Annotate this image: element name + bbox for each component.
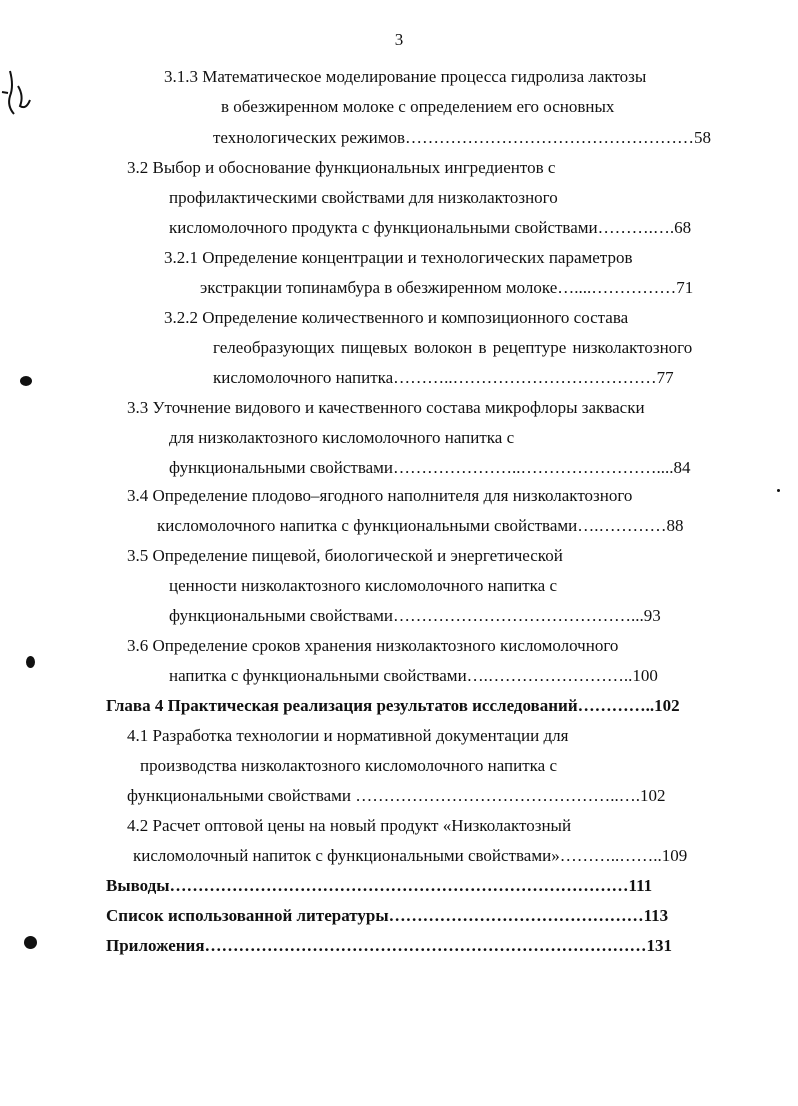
toc-line: функциональными свойствами……………………………………...93: [169, 606, 661, 625]
page-number: 3: [394, 30, 404, 49]
toc-line: 3.4 Определение плодово–ягодного наполнителя для низколактозного: [127, 486, 633, 505]
toc-line: 3.2.1 Определение концентрации и технологических параметров: [164, 248, 633, 267]
toc-line: 3.3 Уточнение видового и качественного состава микрофлоры закваски: [127, 398, 645, 417]
toc-line: 4.1 Разработка технологии и нормативной документации для: [127, 726, 569, 745]
toc-line: 3.2 Выбор и обоснование функциональных ингредиентов с: [127, 158, 556, 177]
toc-line: функциональными свойствами…………………..……………………....84: [169, 458, 691, 477]
toc-chapter-line: Выводы………………………………………………………………………111: [106, 876, 653, 895]
toc-line: гелеобразующих пищевых волокон в рецептуре низколактозного: [213, 338, 693, 357]
toc-chapter-line: Глава 4 Практическая реализация результатов исследований…………..102: [106, 696, 680, 715]
toc-line: 4.2 Расчет оптовой цены на новый продукт «Низколактозный: [127, 816, 572, 835]
toc-line: производства низколактозного кисломолочного напитка с: [140, 756, 557, 775]
toc-line: ценности низколактозного кисломолочного напитка с: [169, 576, 558, 595]
toc-line: кисломолочного напитка………..………………………………77: [213, 368, 674, 387]
toc-line: профилактическими свойствами для низколактозного: [169, 188, 558, 207]
toc-chapter-line: Список использованной литературы………………………………………113: [106, 906, 669, 925]
toc-line: функциональными свойствами ………………………………………..….102: [127, 786, 666, 805]
margin-scribble: [0, 66, 42, 126]
toc-line: технологических режимов……………………………………………58: [213, 128, 712, 147]
toc-line: 3.1.3 Математическое моделирование процесса гидролиза лактозы: [164, 67, 647, 86]
toc-line: в обезжиренном молоке с определением его основных: [221, 97, 615, 116]
margin-dot: [20, 376, 32, 386]
toc-line: 3.5 Определение пищевой, биологической и энергетической: [127, 546, 563, 565]
toc-chapter-line: Приложения……………………………………………………………………131: [106, 936, 673, 955]
margin-dot: [26, 656, 35, 668]
toc-line: 3.6 Определение сроков хранения низколактозного кисломолочного: [127, 636, 619, 655]
toc-line: напитка с функциональными свойствами….……………………..100: [169, 666, 658, 685]
toc-line: 3.2.2 Определение количественного и композиционного состава: [164, 308, 629, 327]
toc-line: для низколактозного кисломолочного напитка с: [169, 428, 515, 447]
toc-line: кисломолочного продукта с функциональными свойствами……….….68: [169, 218, 692, 237]
margin-dot: [24, 936, 37, 949]
toc-line: экстракции топинамбура в обезжиренном молоке…....……………71: [200, 278, 694, 297]
margin-dot: [777, 489, 780, 492]
toc-line: кисломолочный напиток с функциональными свойствами»………..……..109: [133, 846, 688, 865]
toc-line: кисломолочного напитка с функциональными свойствами….…………88: [157, 516, 684, 535]
